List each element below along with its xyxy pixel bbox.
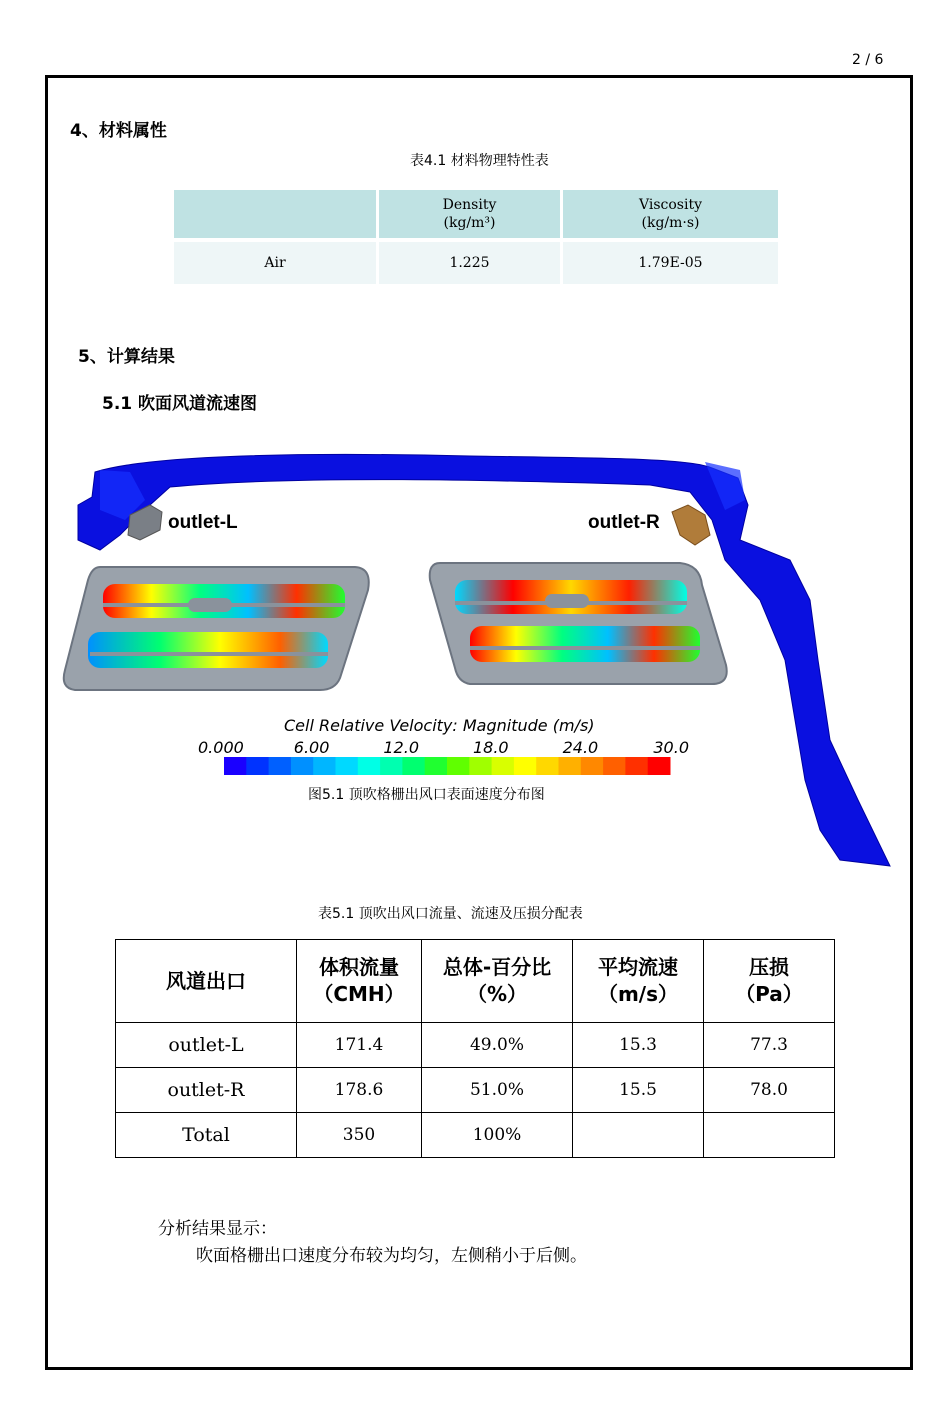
material-name: Air bbox=[174, 242, 376, 284]
density-label: Density bbox=[442, 197, 497, 213]
figure-caption: 图5.1 顶吹格栅出风口表面速度分布图 bbox=[308, 787, 545, 803]
table-row: Total 350 100% bbox=[116, 1113, 835, 1158]
table-row: outlet-R 178.6 51.0% 15.5 78.0 bbox=[116, 1068, 835, 1113]
header-outlet: 风道出口 bbox=[116, 940, 297, 1023]
legend-tick-label: 24.0 bbox=[562, 738, 599, 757]
analysis-title: 分析结果显示： bbox=[158, 1219, 277, 1239]
legend-swatch bbox=[581, 757, 604, 775]
flow-table-caption: 表5.1 顶吹出风口流量、流速及压损分配表 bbox=[318, 906, 583, 922]
material-table-caption: 表4.1 材料物理特性表 bbox=[410, 153, 549, 169]
outlet-left-label: outlet-L bbox=[168, 512, 238, 533]
header-volume-flow: 体积流量 （CMH） bbox=[297, 940, 422, 1023]
legend-swatch bbox=[514, 757, 537, 775]
material-header-viscosity bbox=[563, 190, 778, 238]
page-number bbox=[852, 52, 883, 68]
legend-swatch bbox=[469, 757, 492, 775]
legend-swatch bbox=[425, 757, 448, 775]
right-grille-lower-flow bbox=[470, 626, 700, 662]
viscosity-label: Viscosity bbox=[639, 197, 702, 213]
legend-swatch bbox=[402, 757, 425, 775]
header-pressure-loss: 压损 （Pa） bbox=[704, 940, 835, 1023]
legend-swatch bbox=[224, 757, 247, 775]
flow-table bbox=[115, 939, 835, 1158]
legend-swatch bbox=[648, 757, 671, 775]
material-viscosity: 1.79E-05 bbox=[563, 242, 778, 284]
legend-swatch bbox=[291, 757, 314, 775]
legend-swatch bbox=[336, 757, 359, 775]
legend-tick-label: 12.0 bbox=[383, 738, 420, 757]
legend-tick-label: 0.000 bbox=[198, 738, 244, 757]
table-row bbox=[174, 242, 778, 284]
section5-1-heading: 5.1 吹面风道流速图 bbox=[102, 394, 258, 414]
legend-tick-label: 30.0 bbox=[653, 738, 689, 757]
page-current: 2 bbox=[852, 52, 861, 68]
material-table bbox=[171, 186, 781, 288]
section4-heading: 4、材料属性 bbox=[70, 121, 167, 141]
legend-swatch bbox=[358, 757, 381, 775]
legend-swatch bbox=[269, 757, 292, 775]
legend-tick-label: 18.0 bbox=[472, 738, 509, 757]
material-header-empty bbox=[174, 190, 376, 238]
section5-heading: 5、计算结果 bbox=[78, 347, 175, 367]
outlet-right-label: outlet-R bbox=[588, 512, 660, 533]
analysis-body: 吹面格栅出口速度分布较为均匀，左侧稍小于后侧。 bbox=[196, 1246, 587, 1266]
legend-swatch bbox=[246, 757, 269, 775]
viscosity-unit: (kg/m·s) bbox=[641, 215, 700, 231]
analysis-block bbox=[158, 1216, 587, 1270]
material-density: 1.225 bbox=[379, 242, 560, 284]
legend-swatch bbox=[603, 757, 626, 775]
legend-ticks bbox=[198, 738, 689, 757]
legend-swatch bbox=[380, 757, 403, 775]
legend-swatch bbox=[536, 757, 559, 775]
legend-swatch bbox=[625, 757, 648, 775]
legend-tick-label: 6.00 bbox=[293, 738, 330, 757]
header-avg-velocity: 平均流速 （m/s） bbox=[573, 940, 704, 1023]
page-separator: / bbox=[865, 52, 871, 68]
legend-swatch bbox=[492, 757, 515, 775]
header-percentage: 总体-百分比 （%） bbox=[422, 940, 573, 1023]
legend-swatch bbox=[447, 757, 470, 775]
table-row: outlet-L 171.4 49.0% 15.3 77.3 bbox=[116, 1023, 835, 1068]
legend-swatch bbox=[313, 757, 336, 775]
legend-title: Cell Relative Velocity: Magnitude (m/s) bbox=[284, 716, 595, 735]
material-header-density bbox=[379, 190, 560, 238]
left-grille-lower-flow bbox=[88, 632, 328, 668]
legend-swatch bbox=[559, 757, 582, 775]
page-total: 6 bbox=[874, 52, 884, 68]
legend-colorbar bbox=[224, 757, 671, 775]
velocity-contour-figure bbox=[0, 430, 950, 890]
density-unit: (kg/m³) bbox=[443, 215, 496, 231]
